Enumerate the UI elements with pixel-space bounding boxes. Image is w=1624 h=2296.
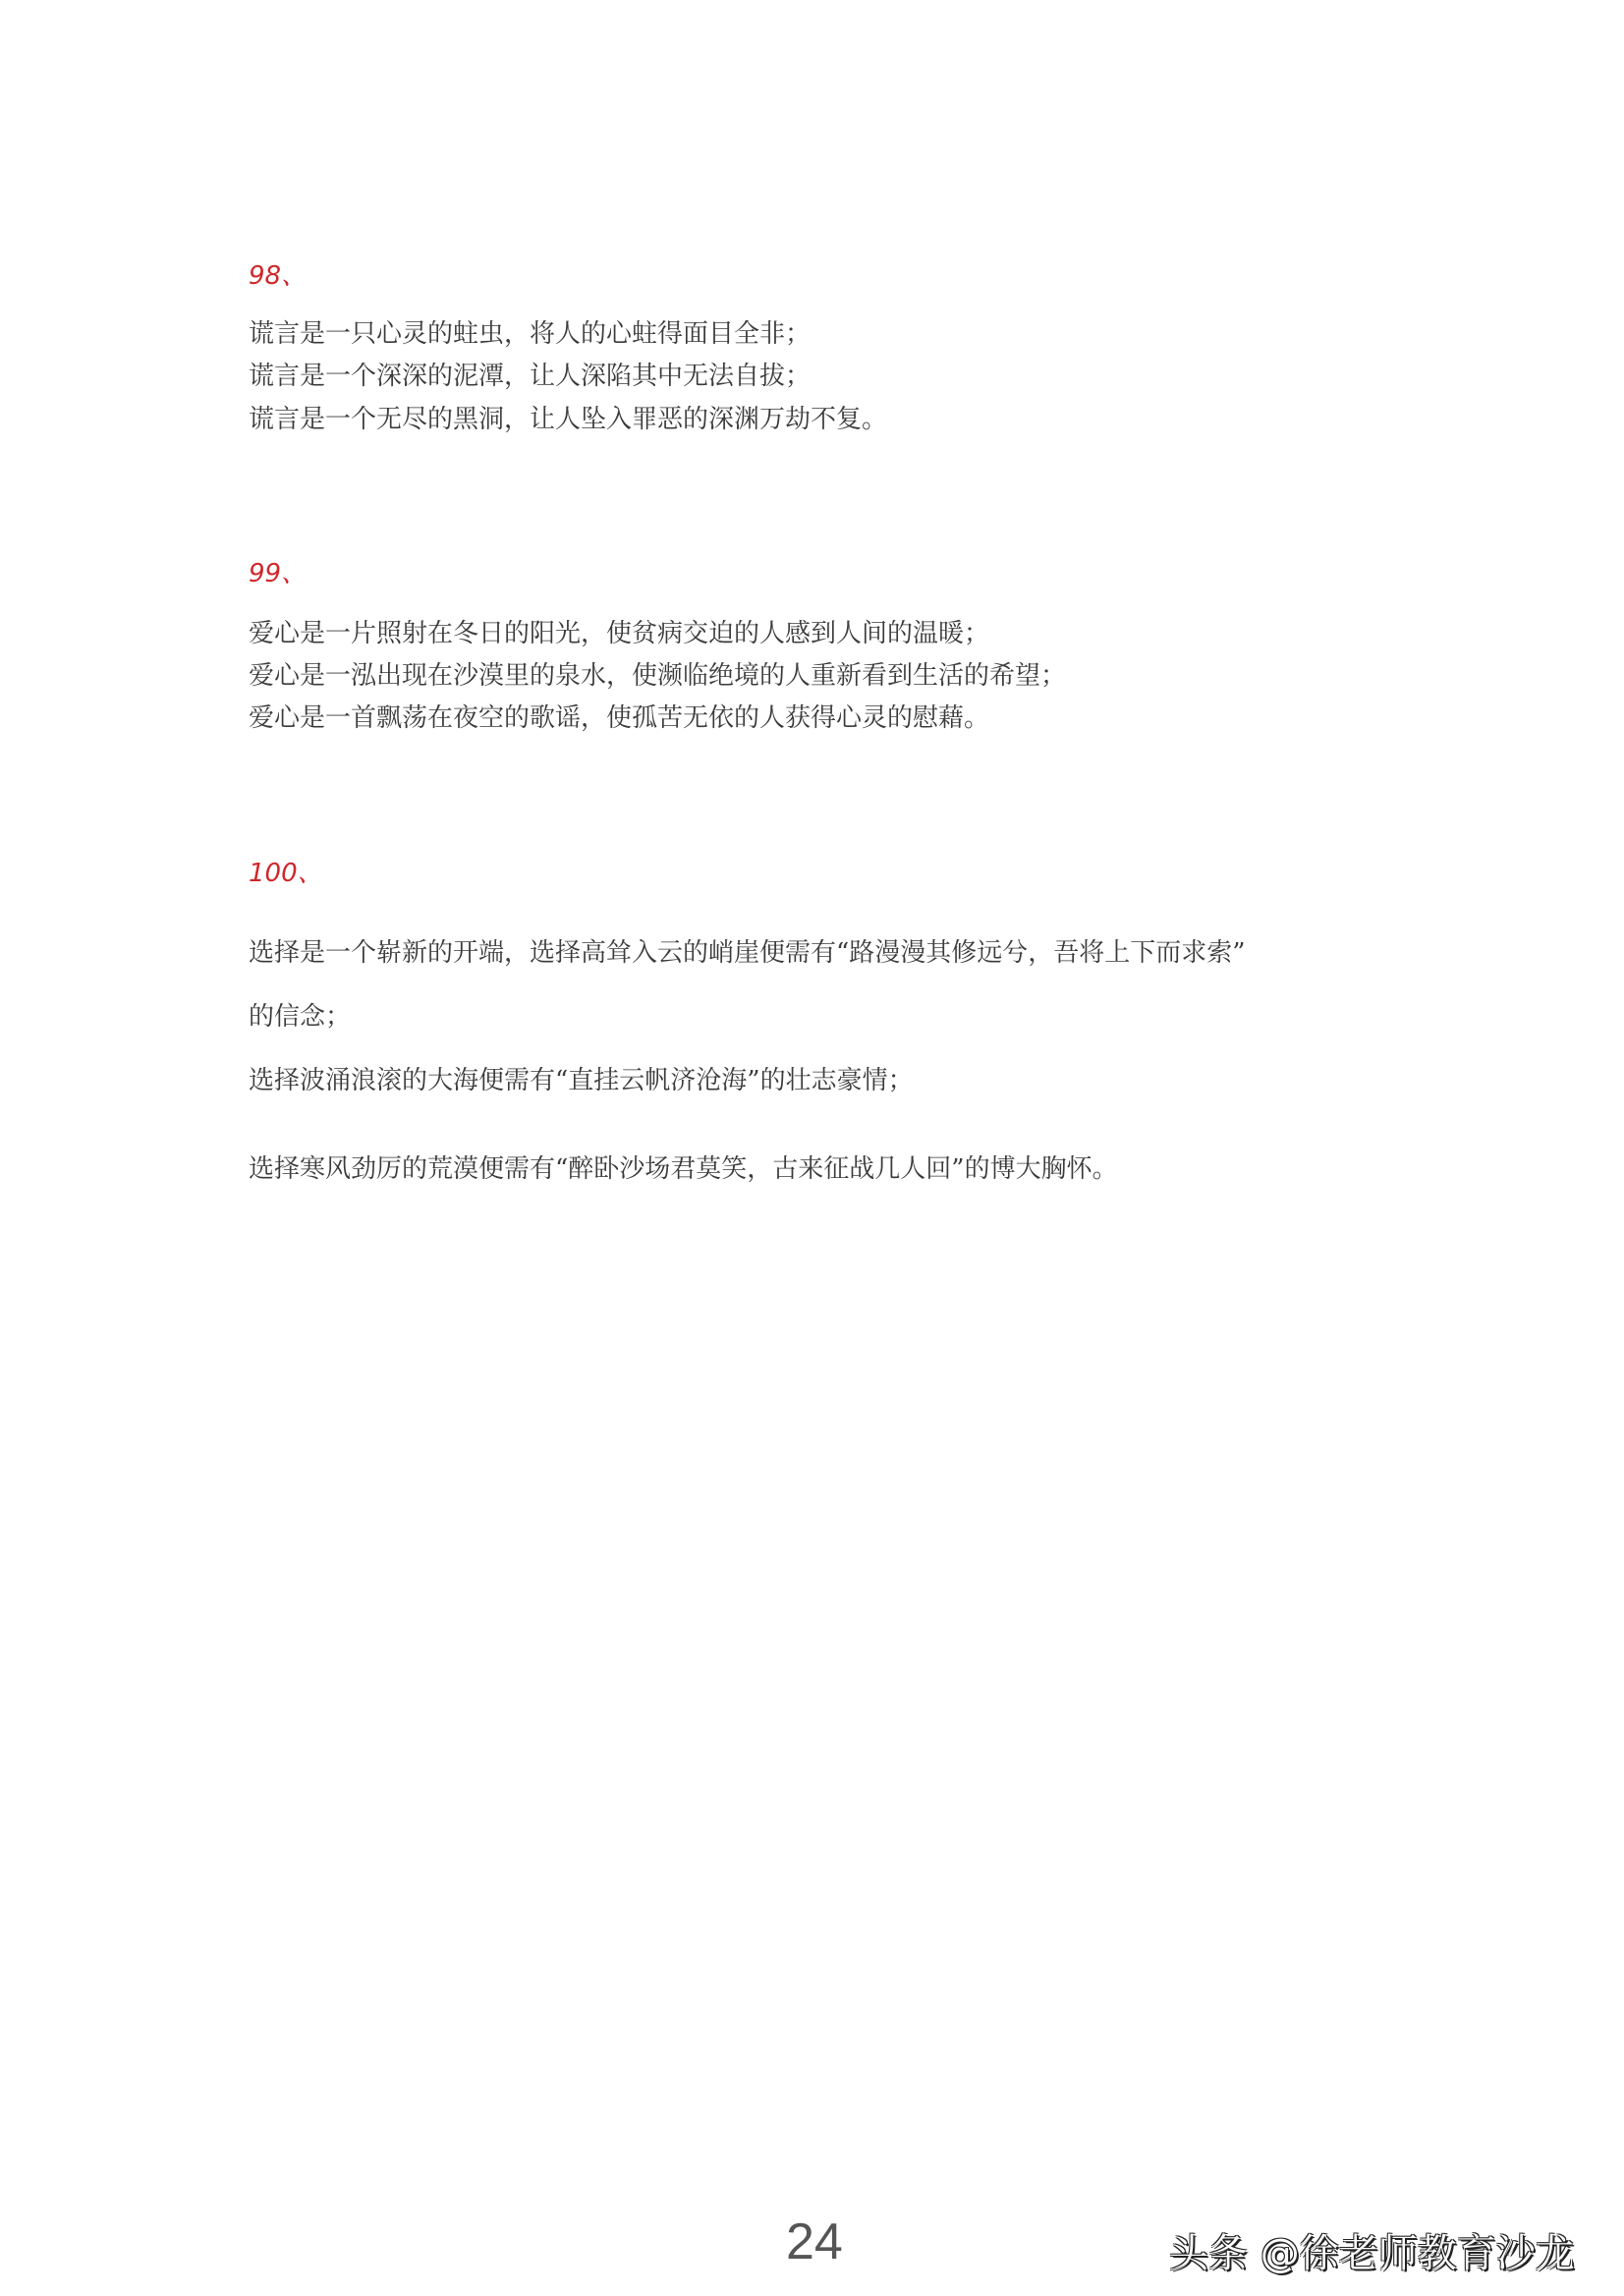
text-line: 谎言是一个无尽的黑洞，让人坠入罪恶的深渊万劫不复。 xyxy=(249,405,888,434)
text-line: 选择波涌浪滚的大海便需有“直挂云帆济沧海”的壮志豪情； xyxy=(249,1066,914,1095)
section-number: 98、 xyxy=(249,261,308,291)
page-number: 24 xyxy=(786,2213,843,2270)
text-line: 选择是一个崭新的开端，选择高耸入云的峭崖便需有“路漫漫其修远兮，吾将上下而求索” xyxy=(249,938,1246,968)
text-line: 爱心是一泓出现在沙漠里的泉水，使濒临绝境的人重新看到生活的希望； xyxy=(249,661,1067,691)
watermark: 头条 @徐老师教育沙龙 xyxy=(1169,2231,1575,2276)
section-number: 99、 xyxy=(249,559,308,588)
section-number: 100、 xyxy=(249,859,323,888)
text-line: 爱心是一首飘荡在夜空的歌谣，使孤苦无依的人获得心灵的慰藉。 xyxy=(249,703,990,733)
text-line: 选择寒风劲厉的荒漠便需有“醉卧沙场君莫笑，古来征战几人回”的博大胸怀。 xyxy=(249,1154,1118,1184)
text-line: 爱心是一片照射在冬日的阳光，使贫病交迫的人感到人间的温暖； xyxy=(249,619,990,648)
text-line: 谎言是一个深深的泥潭，让人深陷其中无法自拔； xyxy=(249,362,812,391)
text-line: 谎言是一只心灵的蛀虫，将人的心蛀得面目全非； xyxy=(249,319,812,349)
text-line: 的信念； xyxy=(249,1002,352,1032)
